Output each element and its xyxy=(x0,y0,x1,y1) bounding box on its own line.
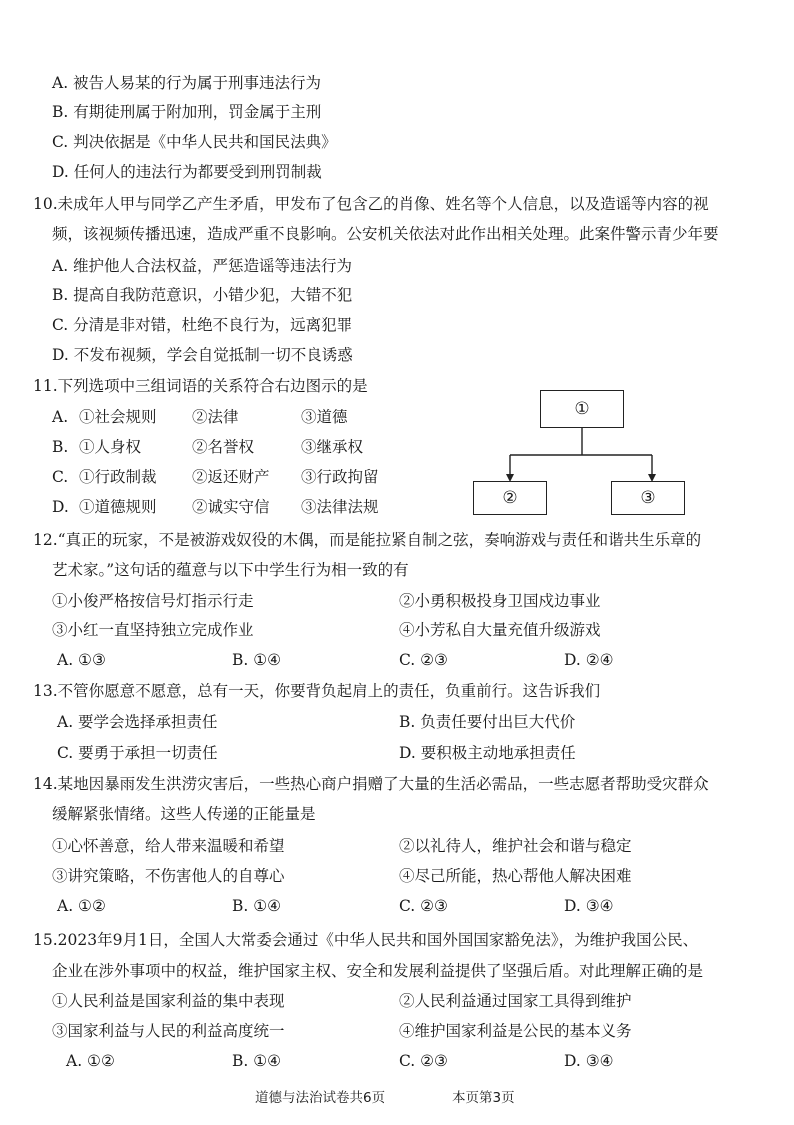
q14-item-2: ②以礼待人，维护社会和谐与稳定 xyxy=(399,837,632,855)
q12-item-3: ③小红一直坚持独立完成作业 xyxy=(52,621,254,639)
q11-b-c3: ③继承权 xyxy=(301,438,364,456)
q14-stem-line1: 14.某地因暴雨发生洪涝灾害后，一些热心商户捐赠了大量的生活必需品，一些志愿者帮助受灾群众 xyxy=(33,775,709,793)
q13-option-c: C. 要勇于承担一切责任 xyxy=(57,744,218,762)
diagram-box-top: ① xyxy=(540,390,624,428)
q15-item-1: ①人民利益是国家利益的集中表现 xyxy=(52,992,285,1010)
q12-answer-c: C. ②③ xyxy=(399,651,448,669)
q10-option-a: A. 维护他人合法权益，严惩造谣等违法行为 xyxy=(52,257,353,275)
q12-item-4: ④小芳私自大量充值升级游戏 xyxy=(399,621,601,639)
q11-stem: 11.下列选项中三组词语的关系符合右边图示的是 xyxy=(33,377,368,395)
q14-answer-c: C. ②③ xyxy=(399,897,448,915)
q11-b-c2: ②名誉权 xyxy=(192,438,255,456)
q11-c-c1: ①行政制裁 xyxy=(79,468,157,486)
q11-d-c2: ②诚实守信 xyxy=(192,498,270,516)
q11-b-letter: B. xyxy=(52,438,69,456)
q13-stem: 13.不管你愿意不愿意，总有一天，你要背负起肩上的责任，负重前行。这告诉我们 xyxy=(33,682,601,700)
q12-stem-line1: 12.“真正的玩家，不是被游戏奴役的木偶，而是能拉紧自制之弦，奏响游戏与责任和谐共生乐章的 xyxy=(33,531,702,549)
q12-answer-a: A. ①③ xyxy=(57,651,106,669)
q12-stem-line2: 艺术家。”这句话的蕴意与以下中学生行为相一致的有 xyxy=(52,561,409,579)
q11-d-c3: ③法律法规 xyxy=(301,498,379,516)
q11-a-letter: A. xyxy=(52,408,69,426)
q11-d-c1: ①道德规则 xyxy=(79,498,157,516)
q13-option-a: A. 要学会选择承担责任 xyxy=(57,713,218,731)
q10-option-d: D. 不发布视频，学会自觉抵制一切不良诱惑 xyxy=(52,346,353,364)
q15-answer-b: B. ①④ xyxy=(232,1052,282,1070)
footer-page-number: 本页第3页 xyxy=(452,1090,515,1106)
q12-answer-d: D. ②④ xyxy=(564,651,614,669)
q14-answer-a: A. ①② xyxy=(57,897,106,915)
q10-option-c: C. 分清是非对错，杜绝不良行为，远离犯罪 xyxy=(52,316,353,334)
q14-stem-line2: 缓解紧张情绪。这些人传递的正能量是 xyxy=(52,805,316,823)
q15-item-2: ②人民利益通过国家工具得到维护 xyxy=(399,992,632,1010)
q15-answer-c: C. ②③ xyxy=(399,1052,448,1070)
q15-item-3: ③国家利益与人民的利益高度统一 xyxy=(52,1022,285,1040)
q12-item-2: ②小勇积极投身卫国戍边事业 xyxy=(399,592,601,610)
q12-answer-b: B. ①④ xyxy=(232,651,282,669)
q9-option-c: C. 判决依据是《中华人民共和国民法典》 xyxy=(52,133,337,151)
diagram-box-right: ③ xyxy=(611,481,685,515)
q15-stem-line2: 企业在涉外事项中的权益，维护国家主权、安全和发展利益提供了坚强后盾。对此理解正确的是 xyxy=(52,962,704,980)
q9-option-d: D. 任何人的违法行为都要受到刑罚制裁 xyxy=(52,163,322,181)
q11-c-letter: C. xyxy=(52,468,69,486)
q13-option-d: D. 要积极主动地承担责任 xyxy=(399,744,576,762)
q15-answer-a: A. ①② xyxy=(66,1052,115,1070)
q10-stem-line1: 10.未成年人甲与同学乙产生矛盾，甲发布了包含乙的肖像、姓名等个人信息，以及造谣等内容的视 xyxy=(33,195,709,213)
q14-answer-b: B. ①④ xyxy=(232,897,282,915)
q10-option-b: B. 提高自我防范意识，小错少犯，大错不犯 xyxy=(52,286,353,304)
q11-a-c3: ③道德 xyxy=(301,408,348,426)
q11-c-c3: ③行政拘留 xyxy=(301,468,379,486)
q14-item-3: ③讲究策略，不伤害他人的自尊心 xyxy=(52,867,285,885)
q15-item-4: ④维护国家利益是公民的基本义务 xyxy=(399,1022,632,1040)
q15-stem-line1: 15.2023年9月1日，全国人大常委会通过《中华人民共和国外国国家豁免法》，为维护我国公民、 xyxy=(33,931,699,949)
q14-item-1: ①心怀善意，给人带来温暖和希望 xyxy=(52,837,285,855)
q14-answer-d: D. ③④ xyxy=(564,897,614,915)
q9-option-a: A. 被告人易某的行为属于刑事违法行为 xyxy=(52,74,322,92)
q13-option-b: B. 负责任要付出巨大代价 xyxy=(399,713,576,731)
q11-b-c1: ①人身权 xyxy=(79,438,142,456)
footer-total-pages: 道德与法治试卷共6页 xyxy=(255,1090,386,1106)
q15-answer-d: D. ③④ xyxy=(564,1052,614,1070)
q14-item-4: ④尽己所能，热心帮他人解决困难 xyxy=(399,867,632,885)
q12-item-1: ①小俊严格按信号灯指示行走 xyxy=(52,592,254,610)
q11-d-letter: D. xyxy=(52,498,69,516)
q11-a-c1: ①社会规则 xyxy=(79,408,157,426)
q11-a-c2: ②法律 xyxy=(192,408,239,426)
q9-option-b: B. 有期徒刑属于附加刑，罚金属于主刑 xyxy=(52,103,322,121)
q11-c-c2: ②返还财产 xyxy=(192,468,270,486)
diagram-box-left: ② xyxy=(473,481,547,515)
q10-stem-line2: 频，该视频传播迅速，造成严重不良影响。公安机关依法对此作出相关处理。此案件警示青少年要 xyxy=(52,225,719,243)
